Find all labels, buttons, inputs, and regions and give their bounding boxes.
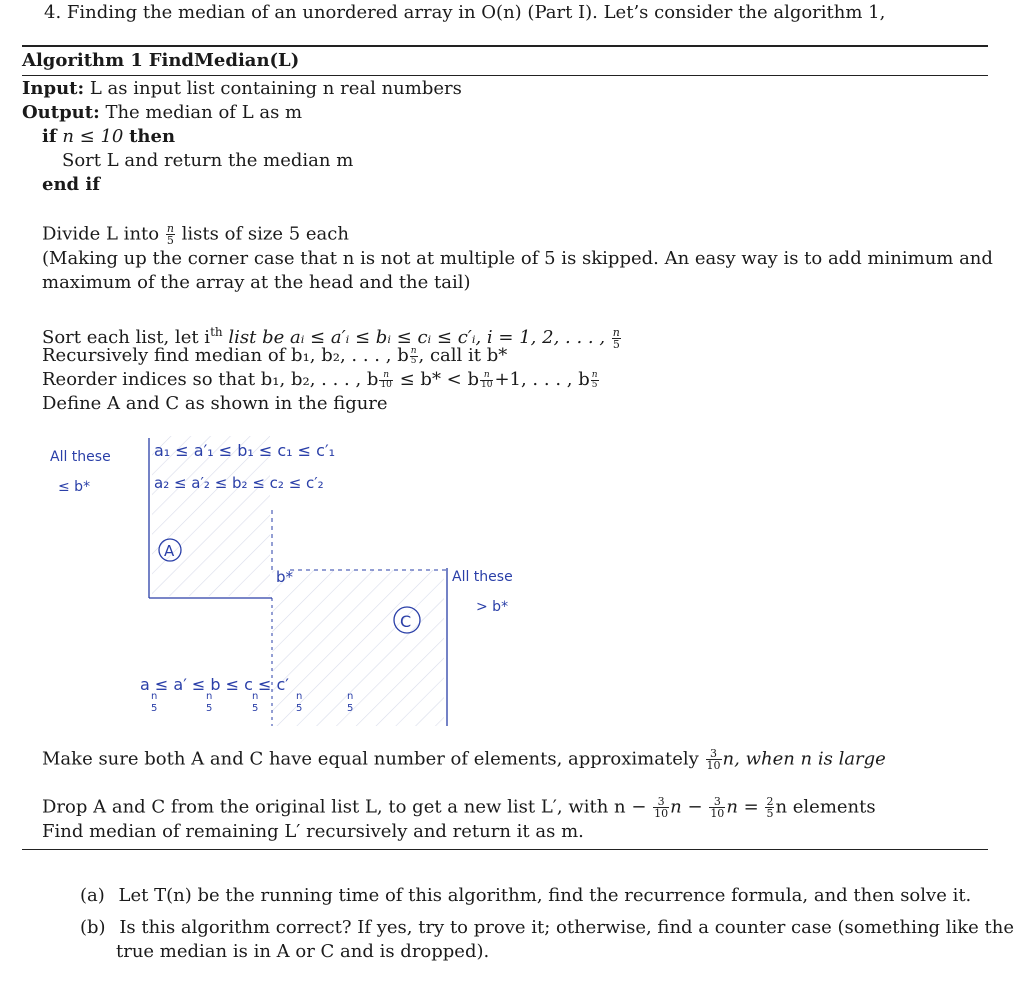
drop-text-d: n elements xyxy=(775,796,876,818)
figure-last-row: a ≤ a′ ≤ b ≤ c ≤ c′ xyxy=(140,675,289,694)
question-b-text-line-1: Is this algorithm correct? If yes, try to prove it; otherwise, find a counter case (something like the xyxy=(119,917,1014,938)
sub-n: n xyxy=(151,691,158,702)
sort-each-text: Sort each list, let i xyxy=(42,327,211,348)
question-b xyxy=(80,917,1014,939)
frac-num: n xyxy=(480,371,493,381)
fraction-n-over-5 xyxy=(612,327,621,350)
then-keyword: then xyxy=(129,126,176,147)
algorithm-output xyxy=(22,102,302,124)
frac-den: 10 xyxy=(706,759,721,772)
fraction-n-over-5 xyxy=(410,347,418,366)
reorder-text-b: ≤ b* < b xyxy=(399,369,479,390)
region-a-label: A xyxy=(164,542,175,560)
drop-text-a: Drop A and C from the original list L, to get a new list L′, with n − xyxy=(42,796,647,818)
recursive-line xyxy=(42,345,507,367)
sub-n: n xyxy=(252,691,259,702)
frac-num: n xyxy=(166,222,174,235)
reorder-text-a: Reorder indices so that b₁, b₂, . . . , b xyxy=(42,369,379,390)
fraction-n-over-5 xyxy=(591,371,599,390)
divide-line xyxy=(42,223,349,246)
frac-num: 3 xyxy=(706,748,722,760)
left-note-line-1: All these xyxy=(50,449,111,465)
input-label: Input: xyxy=(22,78,85,99)
drop-text-b: n − xyxy=(670,796,703,818)
if-body: Sort L and return the median m xyxy=(62,150,354,171)
b-star-label: b* xyxy=(276,568,294,586)
sort-each-sup: th xyxy=(210,325,223,339)
sub-5: 5 xyxy=(347,703,354,714)
figure-row-2: a₂ ≤ a′₂ ≤ b₂ ≤ c₂ ≤ c′₂ xyxy=(154,474,324,492)
question-a-text: Let T(n) be the running time of this algorithm, find the recurrence formula, and then solve it. xyxy=(118,885,972,906)
sub-n: n xyxy=(206,691,213,702)
algorithm-header xyxy=(22,50,299,72)
frac-num: 3 xyxy=(709,796,725,808)
note-line-1: (Making up the corner case that n is not at multiple of 5 is skipped. An easy way is to add minimum and xyxy=(42,248,993,269)
output-text: The median of L as m xyxy=(105,102,303,123)
algorithm-header-name: FindMedian(L) xyxy=(148,50,300,71)
reorder-text-c: +1, . . . , b xyxy=(494,369,590,390)
define-line: Define A and C as shown in the figure xyxy=(42,393,388,414)
frac-num: 2 xyxy=(766,795,774,808)
divide-text-a: Divide L into xyxy=(42,223,160,245)
fraction-3-over-10 xyxy=(653,796,669,819)
question-a-label: (a) xyxy=(80,885,105,906)
sub-n: n xyxy=(296,691,303,702)
question-a xyxy=(80,885,971,907)
question-intro: 4. Finding the median of an unordered array in O(n) (Part I). Let’s consider the algorithm 1, xyxy=(44,2,886,23)
if-condition: n ≤ 10 xyxy=(62,126,124,147)
algorithm-bottom-rule xyxy=(22,849,988,850)
drop-line xyxy=(42,796,876,819)
drop-text-c: n = xyxy=(726,796,759,818)
endif-keyword: end if xyxy=(42,174,100,195)
find-remaining-line: Find median of remaining L′ recursively and return it as m. xyxy=(42,821,584,842)
right-note-line-1: All these xyxy=(452,569,513,585)
if-line xyxy=(42,126,175,148)
fraction-2-over-5 xyxy=(765,796,774,819)
equal-text-b: n, when n is large xyxy=(722,748,886,770)
fraction-n-over-10 xyxy=(379,371,392,390)
note-line-2: maximum of the array at the head and the tail) xyxy=(42,272,471,293)
frac-den: 10 xyxy=(481,379,493,390)
sub-5: 5 xyxy=(296,703,303,714)
frac-den: 10 xyxy=(654,807,669,820)
algorithm-top-rule xyxy=(22,45,988,47)
handwritten-figure xyxy=(40,428,540,738)
frac-num: n xyxy=(410,345,417,356)
question-b-label: (b) xyxy=(80,917,106,938)
region-c-label: C xyxy=(400,612,412,631)
frac-den: 5 xyxy=(410,355,417,366)
fraction-n-over-10 xyxy=(480,371,493,390)
question-b-text-line-2: true median is in A or C and is dropped). xyxy=(116,941,490,962)
frac-den: 5 xyxy=(766,807,774,820)
frac-num: n xyxy=(612,325,620,339)
left-note-line-2: ≤ b* xyxy=(58,479,91,495)
figure-row-1: a₁ ≤ a′₁ ≤ b₁ ≤ c₁ ≤ c′₁ xyxy=(154,441,336,460)
input-text: L as input list containing n real numbers xyxy=(89,78,462,99)
equal-size-line xyxy=(42,748,886,771)
algorithm-header-rule xyxy=(22,75,988,76)
frac-den: 5 xyxy=(591,379,598,390)
algorithm-header-prefix: Algorithm 1 xyxy=(22,50,143,71)
fraction-3-over-10 xyxy=(706,748,722,771)
reorder-line xyxy=(42,369,600,391)
frac-num: 3 xyxy=(653,796,669,808)
equal-text-a: Make sure both A and C have equal number of elements, approximately xyxy=(42,748,699,770)
algorithm-input xyxy=(22,78,462,100)
fraction-n-over-5 xyxy=(166,223,175,246)
fraction-3-over-10 xyxy=(709,796,725,819)
frac-den: 10 xyxy=(380,379,392,390)
recursive-text: Recursively find median of b₁, b₂, . . . , b xyxy=(42,345,409,366)
output-label: Output: xyxy=(22,102,100,123)
right-note-line-2: > b* xyxy=(476,599,509,615)
frac-num: n xyxy=(591,369,598,380)
recursive-tail: , call it b* xyxy=(418,345,508,366)
sub-5: 5 xyxy=(252,703,259,714)
region-a-hatching xyxy=(152,436,270,596)
frac-den: 10 xyxy=(710,807,725,820)
sub-5: 5 xyxy=(151,703,158,714)
frac-den: 5 xyxy=(166,234,174,247)
divide-text-b: lists of size 5 each xyxy=(181,223,349,245)
frac-den: 5 xyxy=(612,337,620,351)
frac-num: n xyxy=(379,371,392,381)
sub-n: n xyxy=(347,691,354,702)
sort-each-rest: list be aᵢ ≤ a′ᵢ ≤ bᵢ ≤ cᵢ ≤ c′ᵢ, i = 1, 2, . . . , xyxy=(228,327,606,348)
if-keyword: if xyxy=(42,126,57,147)
sub-5: 5 xyxy=(206,703,213,714)
